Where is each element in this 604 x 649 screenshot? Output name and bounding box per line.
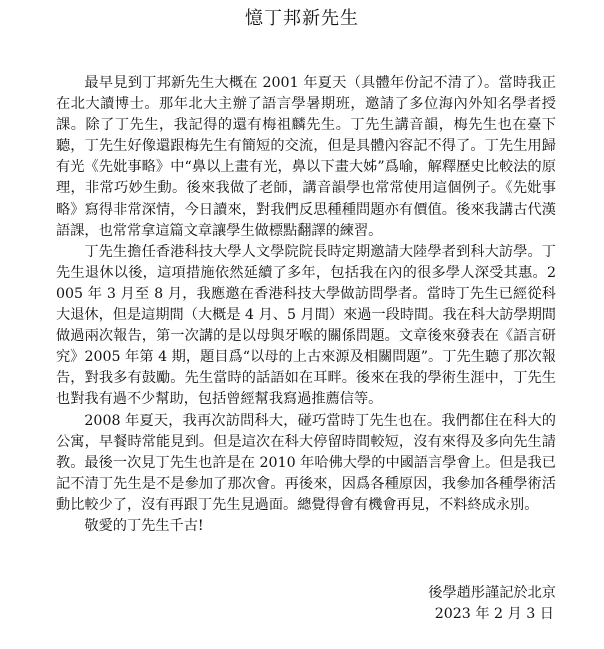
document-title: 憶丁邦新先生	[245, 8, 359, 29]
document-body	[56, 73, 556, 537]
paragraph-1: 最早見到丁邦新先生大概在 2001 年夏天（具體年份記不清了）。當時我正在北大讀博士。那年北大主辦了語言學暑期班，邀請了多位海內外知名學者授課。除了丁先生，我記得的還有梅祖麟先生。丁先生講音韻，梅先生也在臺下聽，丁先生好像還跟梅先生有簡短的交流，但是具體內容記不得了。丁先生用歸有光《先妣事略》中“鼻以上畫有光，鼻以下畫大姊”爲喻，解釋歷史比較法的原理，非常巧妙生動。後來我做了老師，講音韻學也常常使用這個例子。《先妣事略》寫得非常深情，今日讀來，對我們反思種種問題亦有價值。後來我講古代漢語課，也常常拿這篇文章讓學生做標點翻譯的練習。	[56, 75, 556, 239]
signoff-date: 2023 年 2 月 3 日	[434, 606, 554, 622]
paragraph-3: 2008 年夏天，我再次訪問科大，碰巧當時丁先生也在。我們都住在科大的公寓，早餐時常能見到。但是這次在科大停留時間較短，沒有來得及多向先生請教。最後一次見丁先生也許是在 2010 年哈佛大學的中國語言學會上。但是我已記不清丁先生是不是參加了那次會。再後來，因爲各種原因，我參加各種學術活動比較少了，沒有再跟丁先生見過面。總覺得會有機會再見，不料終成永別。	[56, 412, 556, 513]
paragraph-2: 丁先生擔任香港科技大學人文學院院長時定期邀請大陸學者到科大訪學。丁先生退休以後，這項措施依然延續了多年，包括我在內的很多學人深受其惠。2005 年 3 月至 8 月，我應邀在香港科技大學做訪問學者。當時丁先生已經從科大退休，但是這期間（大概是 4 月、5 月間）來過一段時間。我在科大訪學期間做過兩次報告，第一次講的是以母與牙喉的關係問題。文章後來發表在《語言研究》2005 年第 4 期，題目爲“以母的上古來源及相關問題”。丁先生聽了那次報告，對我多有鼓勵。先生當時的話語如在耳畔。後來在我的學術生涯中，丁先生也對我有過不少幫助，包括曾經幫我寫過推薦信等。	[56, 243, 556, 408]
paragraph-4: 敬愛的丁先生千古!	[84, 517, 204, 534]
signoff-author: 後學趙彤謹記於北京	[428, 585, 556, 601]
